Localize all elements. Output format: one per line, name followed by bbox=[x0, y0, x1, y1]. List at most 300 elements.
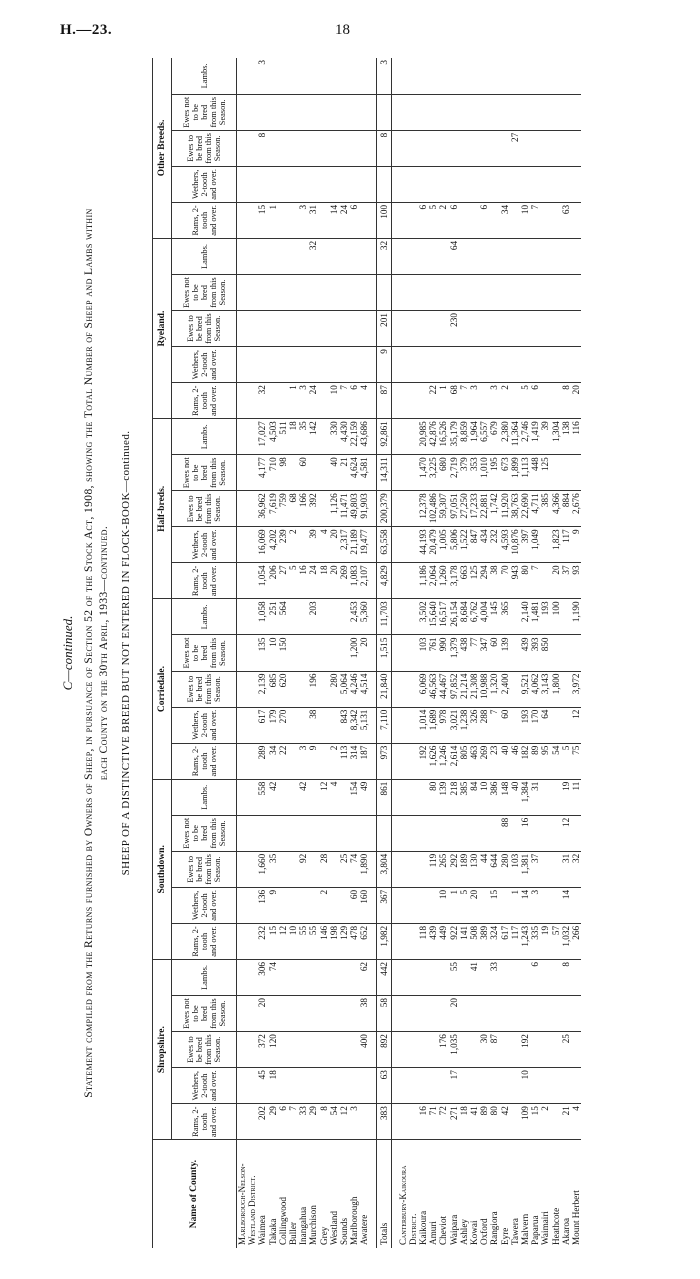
table-cell: 3,225 bbox=[428, 455, 438, 491]
table-cell: 3,178 bbox=[449, 563, 459, 599]
empty-cell bbox=[398, 347, 418, 383]
table-cell: 2 bbox=[319, 887, 329, 923]
empty-cell bbox=[398, 996, 418, 1032]
empty-cell bbox=[398, 779, 418, 815]
table-cell bbox=[438, 238, 448, 274]
table-cell bbox=[561, 58, 571, 94]
table-cell: 850 bbox=[540, 635, 550, 671]
breed-group-header: Southdown. bbox=[153, 779, 172, 959]
county-name: Tawera bbox=[510, 1140, 520, 1248]
table-cell bbox=[278, 959, 288, 995]
sub-column-header-ewes-not: Ewes not to be bred from this Season. bbox=[172, 815, 237, 851]
table-cell bbox=[319, 166, 329, 202]
table-cell: 103 bbox=[418, 635, 428, 671]
table-cell: 1 bbox=[438, 383, 448, 419]
table-cell bbox=[339, 275, 349, 311]
table-cell bbox=[438, 1068, 448, 1104]
table-cell: 14 bbox=[520, 887, 530, 923]
table-cell: 1,200 bbox=[349, 635, 359, 671]
table-cell: 21,840 bbox=[376, 671, 391, 707]
table-cell: 1,246 bbox=[438, 743, 448, 779]
table-cell bbox=[319, 275, 329, 311]
table-cell: 4 bbox=[329, 779, 339, 815]
table-cell bbox=[288, 1068, 298, 1104]
table-cell: 251 bbox=[268, 599, 278, 635]
table-cell: 269 bbox=[479, 743, 489, 779]
table-cell bbox=[449, 166, 459, 202]
table-cell: 2 bbox=[288, 527, 298, 563]
table-cell bbox=[278, 166, 288, 202]
table-cell: 6 bbox=[418, 202, 428, 238]
empty-cell bbox=[398, 707, 418, 743]
table-cell bbox=[288, 94, 298, 130]
empty-cell bbox=[237, 671, 258, 707]
table-cell: 60 bbox=[489, 635, 499, 671]
table-cell bbox=[510, 347, 520, 383]
table-cell bbox=[428, 311, 438, 347]
county-name: Malvern bbox=[520, 1140, 530, 1248]
table-cell: 3,804 bbox=[376, 851, 391, 887]
table-cell: 170 bbox=[530, 707, 540, 743]
table-cell bbox=[551, 202, 561, 238]
empty-cell bbox=[398, 419, 418, 455]
table-cell: 508 bbox=[469, 923, 479, 959]
empty-cell bbox=[237, 887, 258, 923]
table-cell bbox=[288, 887, 298, 923]
table-cell bbox=[268, 130, 278, 166]
table-cell: 60 bbox=[349, 887, 359, 923]
table-cell: 383 bbox=[376, 1104, 391, 1140]
county-name: Cheviot bbox=[438, 1140, 448, 1248]
table-cell: 2,139 bbox=[257, 671, 267, 707]
table-cell bbox=[308, 959, 318, 995]
table-cell bbox=[438, 996, 448, 1032]
table-cell bbox=[459, 275, 469, 311]
table-cell bbox=[520, 347, 530, 383]
table-cell bbox=[359, 94, 369, 130]
table-cell: 139 bbox=[500, 635, 510, 671]
table-cell: 843 bbox=[339, 707, 349, 743]
county-column-header: Name of County. bbox=[153, 1140, 237, 1248]
table-cell bbox=[479, 887, 489, 923]
county-name: Grey bbox=[319, 1140, 329, 1248]
table-cell: 54 bbox=[329, 1104, 339, 1140]
table-cell bbox=[571, 58, 581, 94]
table-row bbox=[510, 58, 520, 1248]
table-cell: 8 bbox=[561, 959, 571, 995]
table-cell: 2,719 bbox=[449, 455, 459, 491]
table-cell bbox=[319, 202, 329, 238]
table-cell: 34 bbox=[268, 743, 278, 779]
table-cell bbox=[489, 275, 499, 311]
table-cell bbox=[418, 815, 428, 851]
empty-cell bbox=[237, 491, 258, 527]
table-cell bbox=[339, 815, 349, 851]
table-cell bbox=[278, 383, 288, 419]
table-cell: 269 bbox=[339, 563, 349, 599]
table-cell: 32 bbox=[571, 851, 581, 887]
table-cell bbox=[500, 1068, 510, 1104]
sub-column-header-lambs: Lambs. bbox=[172, 779, 237, 815]
table-cell: 89 bbox=[530, 743, 540, 779]
table-cell: 21 bbox=[339, 455, 349, 491]
page-reference: H.—23. bbox=[60, 22, 113, 38]
table-cell: 18 bbox=[319, 563, 329, 599]
table-cell: 892 bbox=[376, 1032, 391, 1068]
table-cell bbox=[540, 166, 550, 202]
table-cell bbox=[359, 311, 369, 347]
table-cell: 3 bbox=[469, 383, 479, 419]
table-cell: 230 bbox=[449, 311, 459, 347]
table-cell bbox=[459, 815, 469, 851]
table-cell bbox=[530, 311, 540, 347]
table-cell: 196 bbox=[308, 671, 318, 707]
table-cell bbox=[308, 996, 318, 1032]
table-cell bbox=[571, 347, 581, 383]
table-cell: 2,400 bbox=[500, 671, 510, 707]
table-cell bbox=[268, 383, 278, 419]
table-cell: 3,502 bbox=[418, 599, 428, 635]
sub-column-header-wethers: Wethers, 2-tooth and over. bbox=[172, 166, 237, 202]
table-cell bbox=[308, 130, 318, 166]
district-heading-row bbox=[398, 58, 418, 1248]
table-cell: 7 bbox=[530, 563, 540, 599]
table-cell bbox=[571, 959, 581, 995]
table-cell bbox=[288, 671, 298, 707]
table-cell: 365 bbox=[500, 599, 510, 635]
table-cell: 266 bbox=[571, 923, 581, 959]
table-cell: 5,131 bbox=[359, 707, 369, 743]
table-cell: 9,521 bbox=[520, 671, 530, 707]
empty-cell bbox=[398, 166, 418, 202]
county-name: Eyre bbox=[500, 1140, 510, 1248]
table-cell: 3 bbox=[349, 1104, 359, 1140]
table-cell bbox=[349, 130, 359, 166]
table-cell: 4 bbox=[319, 527, 329, 563]
table-cell bbox=[359, 238, 369, 274]
county-name: Mount Herbert bbox=[571, 1140, 581, 1248]
table-body bbox=[237, 58, 582, 1248]
table-cell bbox=[571, 1032, 581, 1068]
table-cell: 38,763 bbox=[510, 491, 520, 527]
statement-line-1: Statement compiled from the Returns furnished by Owners of Sheep, in pursuance of Section 52 of the Stock Act, 1908, showing the Total Number of Sheep and Lambs within bbox=[83, 208, 95, 1098]
county-name: Kowai bbox=[469, 1140, 479, 1248]
table-cell bbox=[319, 959, 329, 995]
table-cell: 1 bbox=[288, 383, 298, 419]
table-cell: 3,021 bbox=[449, 707, 459, 743]
table-cell bbox=[339, 996, 349, 1032]
table-cell: 710 bbox=[268, 455, 278, 491]
table-cell bbox=[376, 166, 391, 202]
table-cell: 3 bbox=[298, 383, 308, 419]
table-cell bbox=[551, 779, 561, 815]
table-cell bbox=[268, 815, 278, 851]
table-cell: 4,829 bbox=[376, 563, 391, 599]
table-cell: 12 bbox=[278, 923, 288, 959]
table-cell bbox=[428, 94, 438, 130]
table-cell: 45 bbox=[257, 1068, 267, 1104]
table-cell: 22,690 bbox=[520, 491, 530, 527]
table-cell bbox=[459, 347, 469, 383]
district-name: Canterbury-Kaikoura District. bbox=[398, 1140, 418, 1248]
page-number: 18 bbox=[335, 22, 350, 38]
county-name: Heathcote bbox=[551, 1140, 561, 1248]
table-cell bbox=[500, 238, 510, 274]
table-cell bbox=[298, 815, 308, 851]
table-cell bbox=[329, 1032, 339, 1068]
table-cell: 270 bbox=[278, 707, 288, 743]
empty-cell bbox=[237, 311, 258, 347]
table-cell: 189 bbox=[459, 851, 469, 887]
table-cell bbox=[449, 275, 459, 311]
table-cell bbox=[438, 58, 448, 94]
sub-column-header-rams: Rams, 2-tooth and over. bbox=[172, 383, 237, 419]
table-cell bbox=[278, 779, 288, 815]
table-cell: 5,064 bbox=[339, 671, 349, 707]
table-cell bbox=[268, 275, 278, 311]
table-cell: 16,517 bbox=[438, 599, 448, 635]
table-cell bbox=[308, 455, 318, 491]
table-cell: 160 bbox=[359, 887, 369, 923]
table-cell: 49,803 bbox=[349, 491, 359, 527]
table-cell: 24 bbox=[339, 202, 349, 238]
table-cell bbox=[530, 347, 540, 383]
table-cell bbox=[428, 58, 438, 94]
table-cell: 978 bbox=[438, 707, 448, 743]
table-cell bbox=[510, 58, 520, 94]
sub-column-header-ewes-bred: Ewes to be bred from this Season. bbox=[172, 671, 237, 707]
sub-column-header-lambs: Lambs. bbox=[172, 238, 237, 274]
table-cell: 22,881 bbox=[479, 491, 489, 527]
table-cell bbox=[428, 1032, 438, 1068]
table-cell bbox=[319, 455, 329, 491]
table-cell: 294 bbox=[479, 563, 489, 599]
table-cell: 1,964 bbox=[469, 419, 479, 455]
table-cell: 4,503 bbox=[268, 419, 278, 455]
table-cell: 7,110 bbox=[376, 707, 391, 743]
table-cell bbox=[489, 347, 499, 383]
table-cell: 103 bbox=[510, 851, 520, 887]
table-cell: 6 bbox=[530, 383, 540, 419]
table-cell bbox=[479, 996, 489, 1032]
table-cell bbox=[339, 635, 349, 671]
table-cell: 389 bbox=[479, 923, 489, 959]
table-cell bbox=[329, 238, 339, 274]
table-row bbox=[298, 58, 308, 1248]
table-cell: 1,689 bbox=[428, 707, 438, 743]
sub-column-header-ewes-not: Ewes not to be bred from this Season. bbox=[172, 275, 237, 311]
table-cell bbox=[428, 815, 438, 851]
table-cell bbox=[268, 166, 278, 202]
sub-column-header-wethers: Wethers, 2-tooth and over. bbox=[172, 347, 237, 383]
table-cell: 201 bbox=[376, 311, 391, 347]
empty-cell bbox=[237, 94, 258, 130]
table-cell bbox=[551, 887, 561, 923]
table-cell: 1,419 bbox=[530, 419, 540, 455]
table-cell bbox=[349, 94, 359, 130]
table-cell bbox=[571, 166, 581, 202]
table-cell bbox=[520, 996, 530, 1032]
table-cell: 29 bbox=[268, 1104, 278, 1140]
table-cell bbox=[359, 166, 369, 202]
table-cell: 280 bbox=[329, 671, 339, 707]
table-cell bbox=[308, 94, 318, 130]
table-cell: 154 bbox=[349, 779, 359, 815]
table-cell bbox=[540, 130, 550, 166]
table-cell bbox=[459, 130, 469, 166]
empty-cell bbox=[237, 743, 258, 779]
table-cell: 10,876 bbox=[510, 527, 520, 563]
table-cell: 12 bbox=[339, 1104, 349, 1140]
table-cell: 439 bbox=[428, 923, 438, 959]
table-cell bbox=[418, 275, 428, 311]
table-cell: 448 bbox=[530, 455, 540, 491]
table-cell: 5,360 bbox=[359, 599, 369, 635]
table-cell: 44 bbox=[479, 851, 489, 887]
table-cell: 25 bbox=[561, 1032, 571, 1068]
table-cell: 1,243 bbox=[520, 923, 530, 959]
table-cell: 442 bbox=[376, 959, 391, 995]
table-cell bbox=[540, 202, 550, 238]
table-cell bbox=[540, 58, 550, 94]
table-cell: 33 bbox=[298, 1104, 308, 1140]
table-cell bbox=[359, 202, 369, 238]
table-cell bbox=[298, 275, 308, 311]
table-cell bbox=[551, 130, 561, 166]
table-cell bbox=[438, 815, 448, 851]
table-cell bbox=[551, 275, 561, 311]
table-cell bbox=[571, 1068, 581, 1104]
table-cell bbox=[449, 815, 459, 851]
table-cell: 1 bbox=[449, 887, 459, 923]
table-cell bbox=[459, 94, 469, 130]
table-cell bbox=[469, 275, 479, 311]
table-cell: 120 bbox=[268, 1032, 278, 1068]
table-cell bbox=[438, 311, 448, 347]
table-cell bbox=[459, 1032, 469, 1068]
table-row bbox=[257, 58, 267, 1248]
table-cell: 46 bbox=[510, 743, 520, 779]
table-cell bbox=[561, 347, 571, 383]
table-cell: 22 bbox=[428, 383, 438, 419]
table-cell: 193 bbox=[540, 599, 550, 635]
table-cell bbox=[510, 707, 520, 743]
table-cell: 1,005 bbox=[438, 527, 448, 563]
table-cell bbox=[469, 202, 479, 238]
table-cell bbox=[268, 311, 278, 347]
table-cell bbox=[520, 311, 530, 347]
table-cell bbox=[268, 347, 278, 383]
table-cell: 97,852 bbox=[449, 671, 459, 707]
table-cell bbox=[510, 671, 520, 707]
table-cell: 49 bbox=[359, 779, 369, 815]
table-cell: 400 bbox=[359, 1032, 369, 1068]
table-cell bbox=[418, 166, 428, 202]
table-row bbox=[479, 58, 489, 1248]
table-cell: 31 bbox=[561, 851, 571, 887]
table-cell bbox=[288, 455, 298, 491]
table-cell bbox=[298, 887, 308, 923]
table-cell bbox=[339, 94, 349, 130]
table-cell bbox=[298, 238, 308, 274]
table-cell: 129 bbox=[339, 923, 349, 959]
table-cell: 1 bbox=[510, 887, 520, 923]
empty-cell bbox=[398, 599, 418, 635]
table-cell bbox=[510, 94, 520, 130]
table-cell: 37 bbox=[530, 851, 540, 887]
empty-cell bbox=[237, 166, 258, 202]
table-cell bbox=[418, 130, 428, 166]
table-row bbox=[329, 58, 339, 1248]
table-cell: 4,430 bbox=[339, 419, 349, 455]
table-cell: 39 bbox=[540, 419, 550, 455]
table-cell bbox=[479, 815, 489, 851]
empty-cell bbox=[237, 275, 258, 311]
table-cell: 12 bbox=[571, 707, 581, 743]
table-cell bbox=[418, 238, 428, 274]
table-cell: 109 bbox=[520, 1104, 530, 1140]
table-cell bbox=[551, 635, 561, 671]
table-cell: 1,054 bbox=[257, 563, 267, 599]
empty-cell bbox=[398, 1032, 418, 1068]
empty-cell bbox=[398, 58, 418, 94]
table-cell: 62 bbox=[359, 959, 369, 995]
table-cell: 367 bbox=[376, 887, 391, 923]
empty-cell bbox=[398, 851, 418, 887]
continued-caption: C—continued. bbox=[60, 615, 75, 691]
table-cell: 1,384 bbox=[520, 779, 530, 815]
table-cell bbox=[459, 202, 469, 238]
table-cell bbox=[449, 94, 459, 130]
table-cell: 21,189 bbox=[349, 527, 359, 563]
table-cell bbox=[520, 959, 530, 995]
table-cell: 347 bbox=[479, 635, 489, 671]
table-cell: 203 bbox=[308, 599, 318, 635]
table-cell: 12,378 bbox=[418, 491, 428, 527]
table-cell: 38 bbox=[489, 563, 499, 599]
table-cell: 40 bbox=[500, 743, 510, 779]
table-cell bbox=[329, 347, 339, 383]
table-cell: 280 bbox=[500, 851, 510, 887]
table-cell bbox=[540, 383, 550, 419]
table-cell bbox=[329, 1068, 339, 1104]
table-cell bbox=[428, 887, 438, 923]
table-cell: 8 bbox=[257, 130, 267, 166]
table-cell bbox=[339, 347, 349, 383]
table-cell bbox=[288, 275, 298, 311]
table-cell: 16 bbox=[520, 815, 530, 851]
table-cell bbox=[349, 1068, 359, 1104]
table-cell: 5 bbox=[288, 563, 298, 599]
table-cell: 20 bbox=[257, 996, 267, 1032]
table-cell bbox=[510, 275, 520, 311]
empty-cell bbox=[237, 959, 258, 995]
table-cell bbox=[278, 1032, 288, 1068]
table-cell: 2,064 bbox=[428, 563, 438, 599]
table-cell bbox=[571, 94, 581, 130]
table-cell: 1,049 bbox=[530, 527, 540, 563]
table-cell bbox=[540, 959, 550, 995]
sub-column-header-ewes-bred: Ewes to be bred from this Season. bbox=[172, 311, 237, 347]
table-cell bbox=[359, 1068, 369, 1104]
table-cell: 2,140 bbox=[520, 599, 530, 635]
table-cell bbox=[469, 347, 479, 383]
table-cell: 11 bbox=[571, 779, 581, 815]
table-cell: 166 bbox=[298, 491, 308, 527]
statement-line-2: each County on the 30th April, 1933—continued. bbox=[98, 525, 110, 781]
table-cell: 192 bbox=[418, 743, 428, 779]
table-cell bbox=[459, 58, 469, 94]
